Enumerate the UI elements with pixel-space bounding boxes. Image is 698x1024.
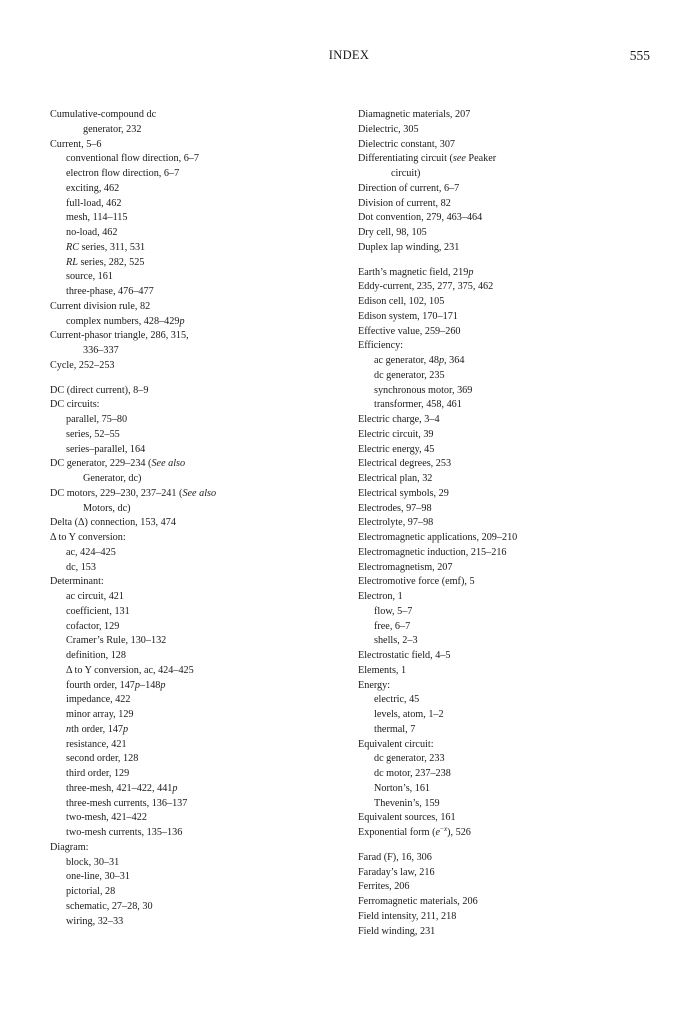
index-entry: Cumulative-compound dc [50, 109, 157, 120]
index-subentry: free, 6–7 [374, 620, 411, 632]
index-subentry: three-mesh, 421–422, 441p [66, 782, 178, 794]
index-subentry: block, 30–31 [66, 856, 120, 868]
index-entry: Δ to Y conversion: [50, 532, 126, 543]
index-subentry: coefficient, 131 [66, 605, 130, 617]
index-continuation: Motors, dc) [83, 502, 131, 514]
section-gap [358, 256, 658, 266]
index-entry: Edison system, 170–171 [358, 310, 458, 322]
index-entry: Eddy-current, 235, 277, 375, 462 [358, 281, 494, 293]
index-entry: Electromagnetic induction, 215–216 [358, 546, 507, 558]
index-entry: Electromagnetism, 207 [358, 561, 453, 573]
index-entry: Electric circuit, 39 [358, 428, 434, 440]
index-entry: Edison cell, 102, 105 [358, 296, 445, 307]
index-entry: Electromotive force (emf), 5 [358, 576, 475, 588]
page-header [0, 48, 698, 66]
index-subentry: transformer, 458, 461 [374, 399, 462, 411]
index-entry: Efficiency: [358, 340, 404, 352]
index-subentry: levels, atom, 1–2 [374, 709, 444, 720]
index-entry: Dielectric constant, 307 [358, 138, 456, 150]
index-subentry: definition, 128 [66, 650, 126, 661]
index-entry: Farad (F), 16, 306 [358, 851, 432, 863]
index-entry: Division of current, 82 [358, 197, 451, 209]
index-subentry: one-line, 30–31 [66, 871, 130, 883]
index-entry: Electrolyte, 97–98 [358, 517, 434, 529]
index-subentry: Cramer’s Rule, 130–132 [66, 635, 167, 647]
index-entry: Determinant: [50, 576, 104, 588]
index-subentry: Norton’s, 161 [374, 782, 431, 794]
index-subentry: shells, 2–3 [374, 635, 418, 647]
index-entry: Earth’s magnetic field, 219p [358, 266, 474, 278]
index-entry: Electromagnetic applications, 209–210 [358, 532, 518, 543]
index-continuation: Generator, dc) [83, 473, 142, 484]
index-entry: Direction of current, 6–7 [358, 182, 460, 194]
index-subentry: exciting, 462 [66, 182, 120, 194]
index-subentry: three-mesh currents, 136–137 [66, 797, 188, 809]
index-subentry: electric, 45 [374, 694, 420, 706]
index-entry: Effective value, 259–260 [358, 325, 461, 337]
index-subentry: source, 161 [66, 271, 113, 283]
index-subentry: series–parallel, 164 [66, 443, 146, 455]
index-subentry: electron flow direction, 6–7 [66, 168, 180, 179]
index-subentry: series, 52–55 [66, 428, 120, 440]
index-subentry: fourth order, 147p–148p [66, 679, 166, 691]
index-subentry: ac circuit, 421 [66, 591, 124, 602]
index-entry: Dry cell, 98, 105 [358, 227, 427, 238]
section-gap [50, 374, 340, 384]
index-entry: Duplex lap winding, 231 [358, 241, 460, 253]
index-subentry: RC series, 311, 531 [66, 241, 146, 253]
index-subentry: synchronous motor, 369 [374, 384, 473, 396]
index-subentry: parallel, 75–80 [66, 414, 128, 425]
index-subentry: ac generator, 48p, 364 [374, 355, 465, 366]
index-subentry: flow, 5–7 [374, 605, 413, 617]
index-entry: Electrostatic field, 4–5 [358, 650, 451, 661]
index-subentry: mesh, 114–115 [66, 212, 128, 224]
index-column-right [358, 108, 658, 939]
index-entry: Cycle, 252–253 [50, 359, 115, 371]
section-gap [358, 841, 658, 851]
index-entry: Ferromagnetic materials, 206 [358, 896, 478, 907]
index-entry: Dielectric, 305 [358, 123, 419, 135]
index-subentry: two-mesh currents, 135–136 [66, 827, 183, 838]
index-entry: Electrical symbols, 29 [358, 487, 449, 499]
index-subentry: nth order, 147p [66, 723, 129, 735]
index-entry: Exponential form $(e^{-x})$, 526 [358, 825, 471, 838]
index-entry: Field intensity, 211, 218 [358, 910, 457, 922]
index-entry: Field winding, 231 [358, 925, 436, 937]
index-entry: Diagram: [50, 841, 89, 853]
page-title: INDEX [328, 48, 370, 62]
index-entry: DC (direct current), 8–9 [50, 384, 149, 396]
index-entry: Current, 5–6 [50, 138, 102, 150]
index-subentry: dc generator, 235 [374, 369, 445, 381]
index-column-left [50, 108, 340, 929]
index-subentry: ac, 424–425 [66, 546, 116, 558]
index-entry: Current-phasor triangle, 286, 315, [50, 330, 189, 342]
index-subentry: dc, 153 [66, 561, 96, 573]
index-entry: Electrical plan, 32 [358, 473, 433, 484]
index-continuation: 336–337 [83, 345, 119, 356]
index-subentry: dc motor, 237–238 [374, 768, 451, 779]
index-subentry: minor array, 129 [66, 709, 134, 720]
index-subentry: impedance, 422 [66, 694, 131, 706]
index-entry: DC motors, 229–230, 237–241 (See also [50, 487, 217, 499]
index-entry: Equivalent sources, 161 [358, 812, 456, 824]
index-entry: Electrical degrees, 253 [358, 458, 452, 470]
index-subentry: third order, 129 [66, 768, 130, 779]
index-subentry: second order, 128 [66, 753, 139, 765]
index-entry: Equivalent circuit: [358, 738, 434, 750]
index-subentry: resistance, 421 [66, 738, 127, 750]
index-entry: Electric charge, 3–4 [358, 414, 440, 425]
index-entry: Ferrites, 206 [358, 881, 410, 893]
index-subentry: Thevenin’s, 159 [374, 797, 440, 809]
index-subentry: cofactor, 129 [66, 620, 120, 632]
index-entry: Elements, 1 [358, 664, 407, 676]
page-number: 555 [629, 48, 650, 63]
index-entry: Electric energy, 45 [358, 443, 435, 455]
index-subentry: Δ to Y conversion, ac, 424–425 [66, 664, 194, 676]
index-continuation: circuit) [391, 168, 421, 179]
index-subentry: three-phase, 476–477 [66, 286, 154, 297]
index-entry: DC circuits: [50, 399, 100, 411]
index-continuation: generator, 232 [83, 123, 142, 135]
index-subentry: two-mesh, 421–422 [66, 812, 147, 824]
index-subentry: no-load, 462 [66, 227, 118, 238]
index-entry: Electrodes, 97–98 [358, 502, 432, 514]
index-subentry: dc generator, 233 [374, 753, 445, 765]
index-entry: Faraday’s law, 216 [358, 866, 435, 878]
index-subentry: thermal, 7 [374, 723, 416, 735]
index-entry: Energy: [358, 679, 391, 691]
index-entry: Diamagnetic materials, 207 [358, 109, 471, 120]
index-subentry: full-load, 462 [66, 197, 122, 209]
index-entry: Differentiating circuit (see Peaker [358, 153, 497, 165]
index-subentry: complex numbers, 428–429p [66, 315, 185, 327]
index-subentry: RL series, 282, 525 [66, 256, 145, 268]
index-subentry: pictorial, 28 [66, 886, 116, 897]
index-entry: Current division rule, 82 [50, 300, 151, 312]
index-entry: Delta (Δ) connection, 153, 474 [50, 517, 176, 529]
index-subentry: schematic, 27–28, 30 [66, 900, 153, 912]
index-entry: Dot convention, 279, 463–464 [358, 212, 483, 224]
index-entry: DC generator, 229–234 (See also [50, 458, 186, 470]
index-entry: Electron, 1 [358, 591, 403, 602]
index-subentry: conventional flow direction, 6–7 [66, 153, 199, 165]
index-subentry: wiring, 32–33 [66, 915, 124, 927]
